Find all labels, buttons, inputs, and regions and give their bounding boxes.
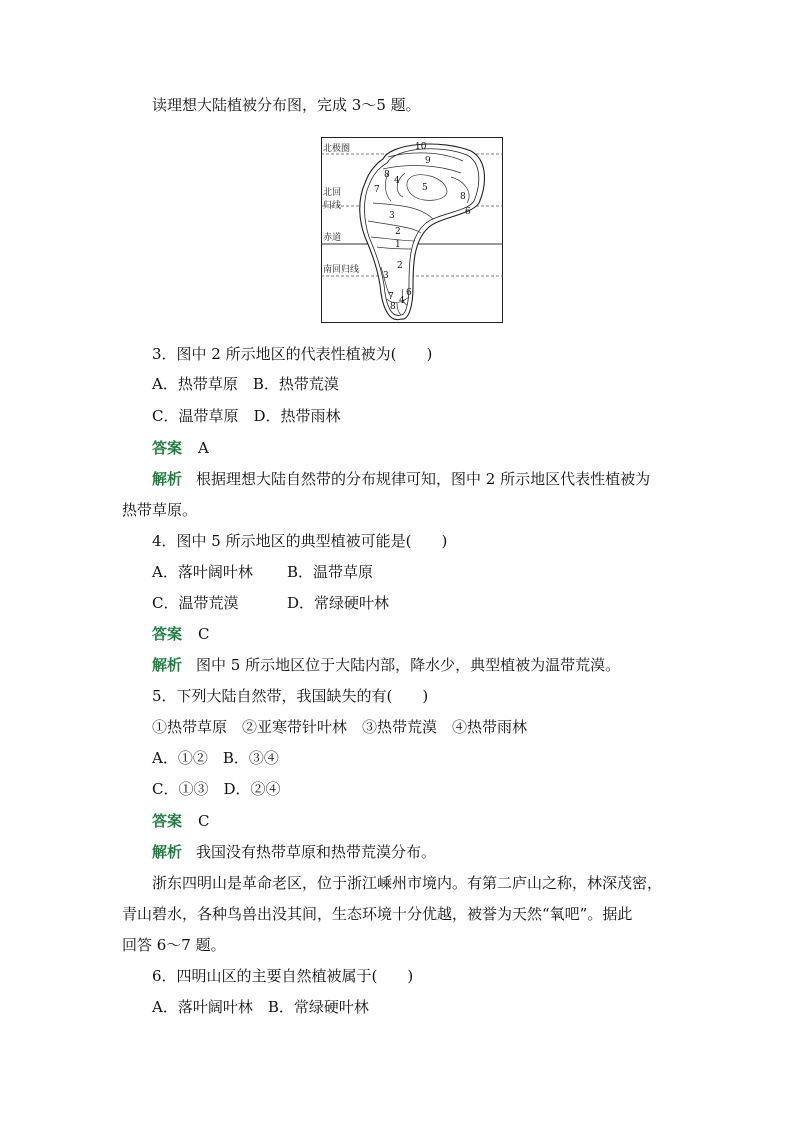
- answer-label: 答案: [152, 625, 183, 643]
- q3-options-row1: A．热带草原 B．热带荒漠: [152, 375, 339, 393]
- analysis-label: 解析: [152, 843, 183, 861]
- zone-4-north: 4: [394, 176, 400, 186]
- q6-options-row1: A．落叶阔叶林 B．常绿硬叶林: [152, 998, 369, 1016]
- label-equator: 赤道: [323, 233, 342, 243]
- zone-10: 10: [415, 142, 427, 152]
- passage-line-3: 回答 6～7 题。: [122, 936, 226, 954]
- zone-2-south: 2: [397, 261, 403, 271]
- zone-8-east: 8: [460, 192, 466, 202]
- zone-3-south: 3: [383, 271, 389, 281]
- q4-stem: 4．图中 5 所示地区的典型植被可能是( ): [152, 532, 448, 550]
- q5-options-row2: C．①③ D．②④: [152, 780, 281, 798]
- answer-value: A: [198, 439, 209, 457]
- q4-option-a: A．落叶阔叶林: [152, 563, 253, 581]
- q3-options-row2: C．温带草原 D．热带雨林: [152, 407, 341, 425]
- zone-1: 1: [395, 240, 401, 250]
- q3-answer: [152, 438, 209, 458]
- zone-7-south: 7: [388, 292, 394, 302]
- q4-option-b: B．温带草原: [287, 563, 374, 581]
- intro-text: 读理想大陆植被分布图，完成 3～5 题。: [152, 96, 421, 114]
- zone-8-south: 8: [390, 302, 396, 312]
- zone-2-north: 2: [395, 227, 401, 237]
- answer-label: 答案: [152, 812, 183, 830]
- zone-7-north: 7: [374, 185, 380, 195]
- q5-options-row1: A．①② B．③④: [152, 749, 279, 767]
- zone-4-south: 4: [399, 296, 405, 306]
- zone-3-north: 3: [389, 211, 395, 221]
- q5-answer: [152, 811, 210, 831]
- answer-value: C: [198, 625, 210, 643]
- zone-8-north: 8: [384, 170, 390, 180]
- label-tropic-cancer-2: 归线: [323, 201, 342, 211]
- q4-options-row2: [152, 593, 389, 613]
- q4-options-row1: [152, 562, 373, 582]
- zone-6-south: 6: [406, 288, 412, 298]
- q5-stem: 5．下列大陆自然带，我国缺失的有( ): [152, 687, 429, 705]
- q5-items: ①热带草原 ②亚寒带针叶林 ③热带荒漠 ④热带雨林: [152, 718, 528, 736]
- q5-analysis: [152, 842, 436, 862]
- analysis-label: 解析: [152, 470, 183, 488]
- zone-5: 5: [422, 183, 428, 193]
- analysis-text: 我国没有热带草原和热带荒漠分布。: [196, 843, 437, 861]
- label-arctic-circle: 北极圈: [323, 144, 351, 154]
- passage-line-1: 浙东四明山是革命老区，位于浙江嵊州市境内。有第二庐山之称，林深茂密，: [152, 874, 663, 892]
- ideal-continent-vegetation-map: [321, 137, 503, 323]
- q3-analysis: [152, 469, 650, 489]
- q4-analysis: [152, 655, 620, 675]
- q3-analysis-cont: 热带草原。: [122, 501, 198, 519]
- analysis-text: 根据理想大陆自然带的分布规律可知，图中 2 所示地区代表性植被为: [196, 470, 651, 488]
- analysis-text: 图中 5 所示地区位于大陆内部，降水少，典型植被为温带荒漠。: [196, 656, 621, 674]
- zone-9: 9: [425, 156, 431, 166]
- q4-option-c: C．温带荒漠: [152, 594, 239, 612]
- q4-option-d: D．常绿硬叶林: [287, 594, 390, 612]
- q6-stem: 6．四明山区的主要自然植被属于( ): [152, 967, 414, 985]
- analysis-label: 解析: [152, 656, 183, 674]
- q3-stem: 3．图中 2 所示地区的代表性植被为( ): [152, 345, 433, 363]
- zone-6-east: 6: [465, 207, 471, 217]
- q4-answer: [152, 624, 210, 644]
- answer-value: C: [198, 812, 210, 830]
- label-tropic-capricorn: 南回归线: [323, 265, 360, 275]
- answer-label: 答案: [152, 439, 183, 457]
- label-tropic-cancer-1: 北回: [323, 188, 342, 198]
- passage-line-2: 青山碧水，各种鸟兽出没其间，生态环境十分优越，被誉为天然“氧吧”。据此: [122, 905, 633, 923]
